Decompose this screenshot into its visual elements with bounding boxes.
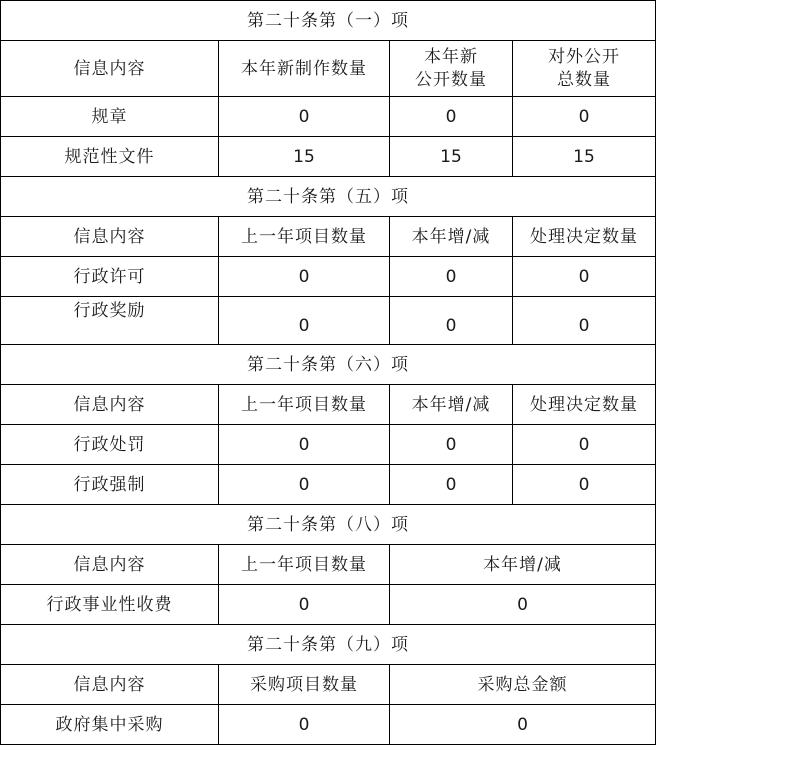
table-header-row xyxy=(1,385,656,425)
table-row xyxy=(1,297,656,345)
table-row xyxy=(1,465,656,505)
header-cell: 本年增/减 xyxy=(390,385,513,425)
header-cell: 信息内容 xyxy=(1,545,219,585)
table-header-row xyxy=(1,545,656,585)
header-cell: 处理决定数量 xyxy=(513,217,656,257)
table-row xyxy=(1,705,656,745)
value-cell: 15 xyxy=(219,137,390,177)
header-cell: 信息内容 xyxy=(1,385,219,425)
section-title-row xyxy=(1,505,656,545)
value-cell: 0 xyxy=(390,705,656,745)
value-cell: 0 xyxy=(390,257,513,297)
header-cell: 采购项目数量 xyxy=(219,665,390,705)
value-cell: 15 xyxy=(390,137,513,177)
value-cell: 0 xyxy=(390,465,513,505)
table-row xyxy=(1,585,656,625)
header-cell xyxy=(513,41,656,97)
table-row xyxy=(1,425,656,465)
value-cell: 0 xyxy=(219,585,390,625)
header-cell: 上一年项目数量 xyxy=(219,385,390,425)
row-label: 行政强制 xyxy=(1,465,219,505)
value-cell: 0 xyxy=(219,257,390,297)
value-cell: 0 xyxy=(390,297,513,345)
value-cell: 0 xyxy=(513,297,656,345)
row-label: 行政许可 xyxy=(1,257,219,297)
row-label: 政府集中采购 xyxy=(1,705,219,745)
table-header-row xyxy=(1,41,656,97)
header-cell xyxy=(390,41,513,97)
table-header-row xyxy=(1,217,656,257)
row-label: 规章 xyxy=(1,97,219,137)
header-cell-text: 对外公开 总数量 xyxy=(548,46,620,90)
table-row xyxy=(1,257,656,297)
value-cell: 0 xyxy=(513,97,656,137)
row-label: 行政奖励 xyxy=(1,297,219,345)
section-title: 第二十条第（一）项 xyxy=(1,1,656,41)
header-cell: 本年新制作数量 xyxy=(219,41,390,97)
value-cell: 0 xyxy=(390,97,513,137)
value-cell: 0 xyxy=(219,425,390,465)
header-cell: 上一年项目数量 xyxy=(219,545,390,585)
header-cell: 信息内容 xyxy=(1,665,219,705)
value-cell: 0 xyxy=(390,425,513,465)
section-title: 第二十条第（八）项 xyxy=(1,505,656,545)
section-title: 第二十条第（六）项 xyxy=(1,345,656,385)
header-cell: 本年增/减 xyxy=(390,217,513,257)
value-cell: 0 xyxy=(390,585,656,625)
value-cell: 0 xyxy=(219,97,390,137)
value-cell: 0 xyxy=(513,465,656,505)
section-title-row xyxy=(1,177,656,217)
header-cell: 处理决定数量 xyxy=(513,385,656,425)
header-cell-text: 本年新 公开数量 xyxy=(415,46,487,90)
row-label: 行政处罚 xyxy=(1,425,219,465)
table-row xyxy=(1,137,656,177)
section-title: 第二十条第（九）项 xyxy=(1,625,656,665)
row-label: 行政事业性收费 xyxy=(1,585,219,625)
header-cell: 信息内容 xyxy=(1,217,219,257)
row-label: 规范性文件 xyxy=(1,137,219,177)
header-cell: 上一年项目数量 xyxy=(219,217,390,257)
header-cell: 本年增/减 xyxy=(390,545,656,585)
section-title-row xyxy=(1,625,656,665)
header-cell: 采购总金额 xyxy=(390,665,656,705)
header-cell: 信息内容 xyxy=(1,41,219,97)
value-cell: 0 xyxy=(219,705,390,745)
table-header-row xyxy=(1,665,656,705)
value-cell: 0 xyxy=(513,425,656,465)
section-title-row xyxy=(1,1,656,41)
value-cell: 15 xyxy=(513,137,656,177)
value-cell: 0 xyxy=(219,297,390,345)
section-title-row xyxy=(1,345,656,385)
section-title: 第二十条第（五）项 xyxy=(1,177,656,217)
value-cell: 0 xyxy=(513,257,656,297)
value-cell: 0 xyxy=(219,465,390,505)
table-row xyxy=(1,97,656,137)
